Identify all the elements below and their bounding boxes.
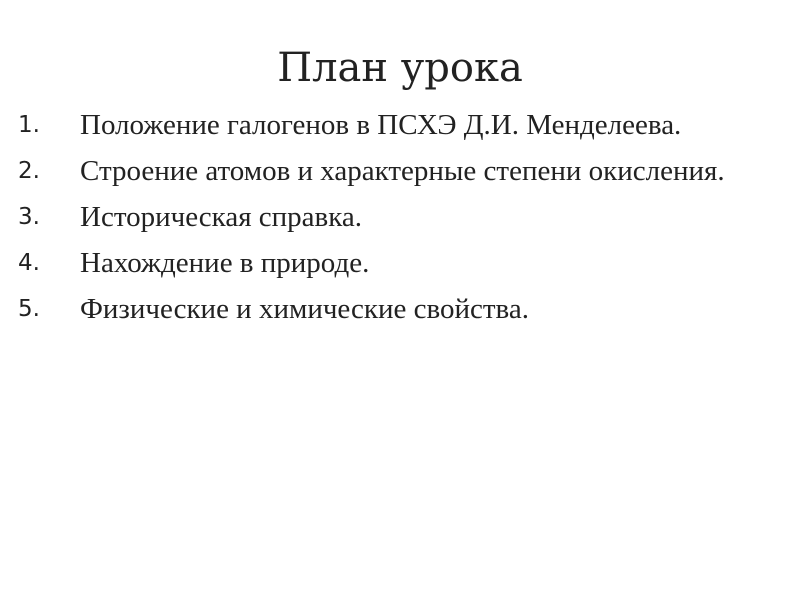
list-item [18, 154, 758, 188]
agenda-list [18, 108, 758, 338]
list-item-text: Физические и химические свойства. [80, 293, 529, 325]
list-item [18, 108, 758, 142]
list-item-number: 1. [18, 112, 40, 138]
slide-title: План урока [277, 45, 523, 91]
list-item [18, 246, 758, 280]
list-item-text: Строение атомов и характерные степени окисления. [80, 155, 725, 187]
list-item-number: 2. [18, 158, 40, 184]
list-item-text: Историческая справка. [80, 201, 363, 233]
list-item [18, 200, 758, 234]
list-item-number: 4. [18, 250, 40, 276]
list-item-text: Положение галогенов в ПСХЭ Д.И. Менделеева. [80, 109, 682, 141]
list-item-number: 3. [18, 204, 40, 230]
list-item [18, 292, 758, 326]
list-item-number: 5. [18, 296, 40, 322]
list-item-text: Нахождение в природе. [80, 247, 370, 279]
